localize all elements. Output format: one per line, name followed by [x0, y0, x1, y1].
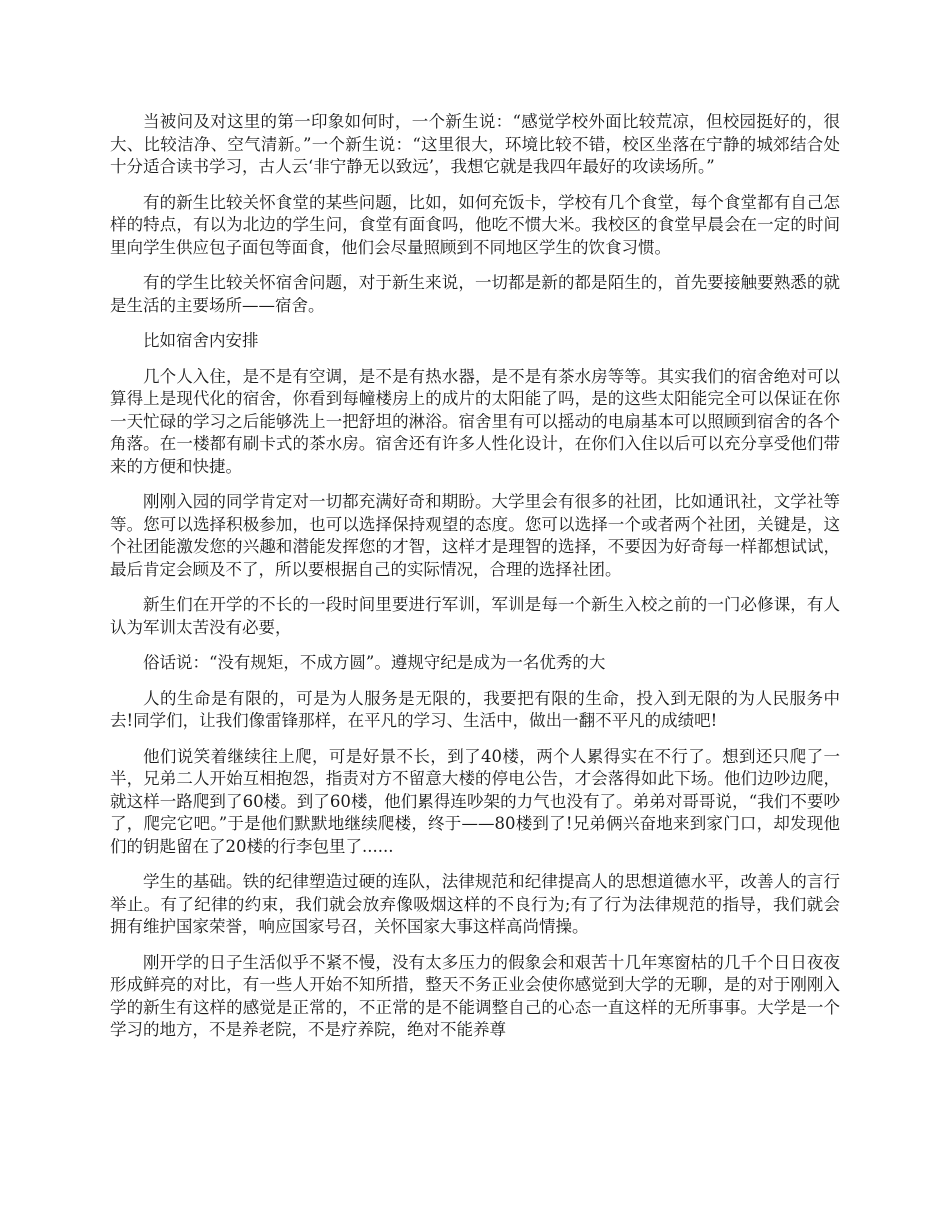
paragraph-stairs-story: 他们说笑着继续往上爬，可是好景不长，到了40楼，两个人累得实在不行了。想到还只爬了一半，兄弟二人开始互相抱怨，指责对方不留意大楼的停电公告，才会落得如此下场。他们边吵边爬，就这样一路爬到了60楼。到了60楼，他们累得连吵架的力气也没有了。弟弟对哥哥说，“我们不要吵了，爬完它吧。”于是他们默默地继续爬楼，终于——80楼到了!兄弟俩兴奋地来到家门口，却发现他们的钥匙留在了20楼的行李包里了...... — [110, 746, 840, 856]
paragraph-proverb: 俗话说：“没有规矩，不成方圆”。遵规守纪是成为一名优秀的大 — [143, 653, 606, 672]
paragraph-canteen: 有的新生比较关怀食堂的某些问题，比如，如何充饭卡，学校有几个食堂，每个食堂都有自己怎样的特点，有以为北边的学生问，食堂有面食吗，他吃不惯大米。我校区的食堂早晨会在一定的时间里向学生供应包子面包等面食，他们会尽量照顾到不同地区学生的饮食习惯。 — [110, 192, 840, 257]
document-body — [110, 111, 840, 1055]
paragraph-military-training: 新生们在开学的不长的一段时间里要进行军训，军训是每一个新生入校之前的一门必修课，有人认为军训太苦没有必要， — [110, 595, 840, 637]
paragraph-lei-feng: 人的生命是有限的，可是为人服务是无限的，我要把有限的生命，投入到无限的为人民服务中去!同学们，让我们像雷锋那样，在平凡的学习、生活中，做出一翻不平凡的成绩吧! — [110, 688, 840, 730]
paragraph-first-impression: 当被问及对这里的第一印象如何时，一个新生说：“感觉学校外面比较荒凉，但校园挺好的，很大、比较洁净、空气清新。”一个新生说：“这里很大，环境比较不错，校区坐落在宁静的城郊结合处十分适合读书学习，古人云‘非宁静无以致远’，我想它就是我四年最好的攻读场所。” — [110, 112, 840, 176]
paragraph-discipline: 学生的基础。铁的纪律塑造过硬的连队，法律规范和纪律提高人的思想道德水平，改善人的言行举止。有了纪律的约束，我们就会放弃像吸烟这样的不良行为;有了行为法律规范的指导，我们就会拥有维护国家荣誉，响应国家号召，关怀国家大事这样高尚情操。 — [110, 872, 840, 936]
paragraph-clubs: 刚刚入园的同学肯定对一切都充满好奇和期盼。大学里会有很多的社团，比如通讯社，文学社等等。您可以选择积极参加，也可以选择保持观望的态度。您可以选择一个或者两个社团，关键是，这个社团能激发您的兴趣和潜能发挥您的才智，这样才是理智的选择，不要因为好奇每一样都想试试，最后肯定会顾及不了，所以要根据自己的实际情况，合理的选择社团。 — [110, 492, 840, 579]
paragraph-dormitory: 有的学生比较关怀宿舍问题，对于新生来说，一切都是新的都是陌生的，首先要接触要熟悉的就是生活的主要场所——宿舍。 — [110, 273, 840, 315]
paragraph-dorm-facilities: 几个人入住，是不是有空调，是不是有热水器，是不是有茶水房等等。其实我们的宿舍绝对可以算得上是现代化的宿舍，你看到每幢楼房上的成片的太阳能了吗，是的这些太阳能完全可以保证在你一天忙碌的学习之后能够洗上一把舒坦的淋浴。宿舍里有可以摇动的电扇基本可以照顾到宿舍的各个角落。在一楼都有刷卡式的茶水房。宿舍还有许多人性化设计，在你们入住以后可以充分享受他们带来的方便和快捷。 — [110, 366, 840, 476]
paragraph-college-life: 刚开学的日子生活似乎不紧不慢，没有太多压力的假象会和艰苦十几年寒窗枯的几千个日日夜夜形成鲜亮的对比，有一些人开始不知所措，整天不务正业会使你感觉到大学的无聊，是的对于刚刚入学的新生有这样的感觉是正常的，不正常的是不能调整自己的心态一直这样的无所事事。大学是一个学习的地方，不是养老院，不是疗养院，绝对不能养尊 — [110, 952, 840, 1039]
paragraph-dorm-arrangement: 比如宿舍内安排 — [143, 331, 259, 350]
